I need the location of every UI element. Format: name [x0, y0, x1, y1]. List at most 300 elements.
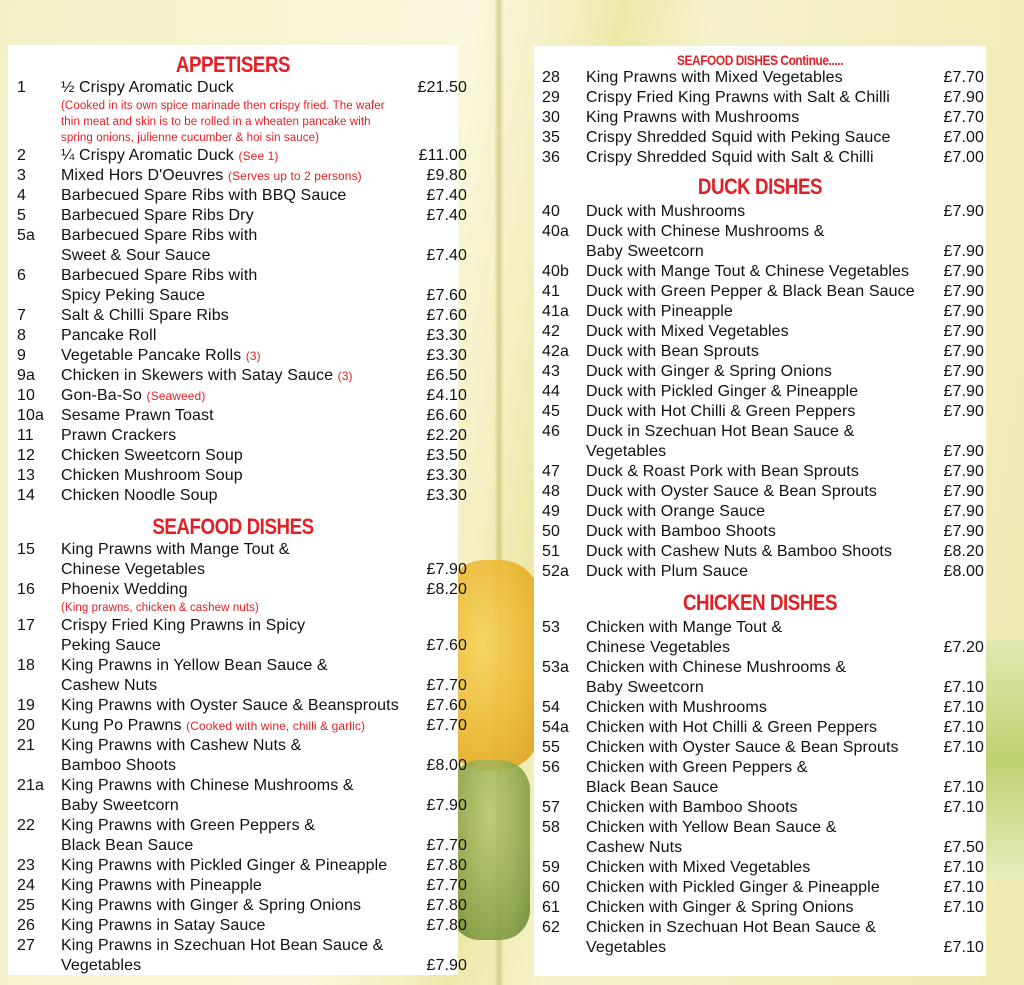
item-name-line — [586, 402, 939, 422]
item-price: £7.70 — [426, 717, 467, 734]
item-price: £7.90 — [943, 363, 984, 380]
menu-item — [534, 362, 986, 382]
menu-item — [534, 202, 986, 222]
item-name: King Prawns in Satay Sauce — [61, 917, 266, 934]
item-price: £7.80 — [426, 897, 467, 914]
item-number: 41a — [542, 303, 569, 320]
item-name-block — [61, 916, 404, 936]
item-name-block — [61, 166, 404, 186]
item-name: Chicken with Yellow Bean Sauce & — [586, 819, 837, 836]
item-name-line — [61, 716, 404, 736]
item-name-block — [61, 186, 404, 206]
menu-item — [8, 540, 467, 580]
menu-item — [8, 426, 467, 446]
item-name: Chicken in Skewers with Satay Sauce — [61, 367, 334, 384]
item-name-line — [61, 146, 404, 166]
item-name: Chicken with Mushrooms — [586, 699, 767, 716]
item-name-block — [586, 362, 939, 382]
item-name-line — [586, 502, 939, 522]
item-price: £7.90 — [943, 443, 984, 460]
item-name: King Prawns with Pineapple — [61, 877, 262, 894]
item-name-block — [586, 222, 939, 262]
item-name-block — [61, 616, 404, 656]
item-price: £6.50 — [426, 367, 467, 384]
item-name: Salt & Chilli Spare Ribs — [61, 307, 229, 324]
item-note: (Serves up to 2 persons) — [227, 169, 362, 183]
item-number: 10 — [17, 387, 35, 404]
item-price: £7.90 — [943, 343, 984, 360]
item-name-block — [586, 462, 939, 482]
seafood-continued-list — [534, 68, 986, 168]
item-name-line — [61, 696, 404, 716]
item-number: 13 — [17, 467, 35, 484]
item-name-line — [61, 486, 404, 506]
item-name: Duck with Mange Tout & Chinese Vegetables — [586, 263, 910, 280]
item-description: (Cooked in its own spice marinade then crispy fried. The wafer thin meat and skin is to be rolled in a wheaten pancake with spring onions, julienne cucumber & hoi sin sauce) — [61, 100, 385, 144]
item-name-line — [586, 128, 939, 148]
item-name: Crispy Fried King Prawns with Salt & Chilli — [586, 89, 890, 106]
menu-item — [534, 422, 986, 462]
item-name-block — [61, 936, 404, 976]
item-number: 54a — [542, 719, 569, 736]
item-name: Duck with Green Pepper & Black Bean Sauce — [586, 283, 915, 300]
item-name: Chicken with Mixed Vegetables — [586, 859, 811, 876]
item-name: King Prawns with Chinese Mushrooms & — [61, 777, 354, 794]
item-name-block — [586, 68, 939, 88]
item-name-block — [61, 78, 404, 146]
menu-item — [8, 486, 467, 506]
item-name-line — [586, 858, 939, 878]
item-price: £7.40 — [426, 247, 467, 264]
item-number: 7 — [17, 307, 26, 324]
item-number: 4 — [17, 187, 26, 204]
item-name-line — [586, 542, 939, 562]
item-name-block — [61, 580, 404, 616]
item-name: Duck in Szechuan Hot Bean Sauce & — [586, 423, 855, 440]
menu-item — [534, 522, 986, 542]
menu-item — [8, 166, 467, 186]
menu-item — [8, 346, 467, 366]
item-price: £7.10 — [943, 859, 984, 876]
item-number: 23 — [17, 857, 35, 874]
item-name-line — [586, 698, 939, 718]
item-number: 40 — [542, 203, 560, 220]
item-price: £7.70 — [943, 109, 984, 126]
item-number: 47 — [542, 463, 560, 480]
item-number: 10a — [17, 407, 44, 424]
item-name: Duck with Pickled Ginger & Pineapple — [586, 383, 859, 400]
item-number: 26 — [17, 917, 35, 934]
menu-item — [534, 302, 986, 322]
item-name-continued: Black Bean Sauce — [586, 779, 719, 796]
item-name-block — [586, 858, 939, 878]
item-price: £7.90 — [943, 383, 984, 400]
item-price: £2.20 — [426, 427, 467, 444]
item-name-continued: Chinese Vegetables — [586, 639, 731, 656]
item-number: 41 — [542, 283, 560, 300]
item-name-block — [61, 406, 404, 426]
item-name-block — [61, 816, 404, 856]
item-price: £7.10 — [943, 939, 984, 956]
menu-item — [8, 266, 467, 306]
item-name-continued: Baby Sweetcorn — [586, 679, 704, 696]
item-name-line — [61, 856, 404, 876]
item-number: 25 — [17, 897, 35, 914]
item-name-block — [61, 876, 404, 896]
item-number: 22 — [17, 817, 35, 834]
item-number: 9 — [17, 347, 26, 364]
item-name-line — [61, 406, 404, 426]
item-number: 29 — [542, 89, 560, 106]
item-name-line — [61, 206, 404, 226]
item-name-line — [586, 658, 939, 678]
item-name-line — [586, 482, 939, 502]
item-name-block — [586, 382, 939, 402]
item-name: Duck with Oyster Sauce & Bean Sprouts — [586, 483, 877, 500]
item-price: £7.00 — [943, 149, 984, 166]
item-name-block — [61, 736, 404, 776]
item-price: £7.90 — [943, 523, 984, 540]
item-number: 19 — [17, 697, 35, 714]
item-name-continued: Vegetables — [61, 957, 142, 974]
item-name-line — [61, 266, 404, 286]
item-number: 51 — [542, 543, 560, 560]
menu-item — [534, 502, 986, 522]
item-name: Pancake Roll — [61, 327, 157, 344]
item-name: Crispy Fried King Prawns in Spicy — [61, 617, 306, 634]
item-name-line — [61, 816, 404, 836]
duck-title: DUCK DISHES — [697, 174, 823, 199]
item-number: 1 — [17, 79, 26, 96]
item-name: King Prawns with Green Peppers & — [61, 817, 315, 834]
item-name-block — [586, 482, 939, 502]
item-price: £7.60 — [426, 697, 467, 714]
item-name-line — [61, 916, 404, 936]
item-price: £7.60 — [426, 637, 467, 654]
item-name-continued: Peking Sauce — [61, 637, 161, 654]
menu-item — [8, 406, 467, 426]
item-price: £7.10 — [943, 719, 984, 736]
item-name-block — [61, 896, 404, 916]
item-number: 18 — [17, 657, 35, 674]
item-name-block — [586, 108, 939, 128]
item-name: Chicken Sweetcorn Soup — [61, 447, 243, 464]
item-name: Barbecued Spare Ribs with — [61, 227, 258, 244]
menu-item — [8, 78, 467, 146]
menu-item — [534, 562, 986, 582]
item-price: £11.00 — [418, 147, 467, 164]
item-name-line — [61, 580, 404, 600]
item-name: Duck with Mixed Vegetables — [586, 323, 789, 340]
item-name: King Prawns in Yellow Bean Sauce & — [61, 657, 328, 674]
item-price: £7.40 — [426, 187, 467, 204]
item-name: King Prawns with Mange Tout & — [61, 541, 290, 558]
item-number: 24 — [17, 877, 35, 894]
item-name: Duck with Chinese Mushrooms & — [586, 223, 825, 240]
item-name-line — [586, 898, 939, 918]
item-price: £7.90 — [943, 403, 984, 420]
menu-item — [534, 128, 986, 148]
item-name-block — [586, 878, 939, 898]
item-name-block — [586, 918, 939, 958]
menu-item — [534, 262, 986, 282]
item-name-block — [586, 282, 939, 302]
item-price: £7.70 — [426, 837, 467, 854]
item-number: 5 — [17, 207, 26, 224]
item-name-block — [61, 486, 404, 506]
item-number: 43 — [542, 363, 560, 380]
item-name: Crispy Shredded Squid with Salt & Chilli — [586, 149, 874, 166]
menu-item — [8, 580, 467, 616]
menu-item — [8, 616, 467, 656]
item-name-block — [61, 446, 404, 466]
item-price: £7.80 — [426, 857, 467, 874]
item-price: £7.10 — [943, 799, 984, 816]
menu-item — [534, 658, 986, 698]
item-name-block — [586, 262, 939, 282]
item-price: £7.90 — [426, 957, 467, 974]
item-price: £7.10 — [943, 899, 984, 916]
item-name: Duck with Mushrooms — [586, 203, 746, 220]
item-price: £7.90 — [943, 243, 984, 260]
item-name-block — [586, 342, 939, 362]
item-name-line — [586, 362, 939, 382]
item-note: (3) — [245, 349, 261, 363]
menu-item — [534, 618, 986, 658]
item-name: King Prawns with Oyster Sauce & Beansprouts — [61, 697, 399, 714]
item-name: Prawn Crackers — [61, 427, 177, 444]
item-name-line — [586, 382, 939, 402]
item-name: King Prawns with Ginger & Spring Onions — [61, 897, 362, 914]
item-price: £7.60 — [426, 307, 467, 324]
item-name: King Prawns with Pickled Ginger & Pineapple — [61, 857, 388, 874]
item-note: (See 1) — [238, 149, 279, 163]
menu-item — [8, 736, 467, 776]
item-price: £9.80 — [426, 167, 467, 184]
item-price: £7.90 — [943, 503, 984, 520]
menu-item — [534, 322, 986, 342]
menu-item — [534, 878, 986, 898]
item-number: 42a — [542, 343, 569, 360]
item-name-line — [586, 718, 939, 738]
item-name-line — [61, 876, 404, 896]
item-name: Kung Po Prawns — [61, 717, 182, 734]
item-price: £7.90 — [943, 263, 984, 280]
item-price: £7.10 — [943, 779, 984, 796]
item-price: £7.90 — [943, 283, 984, 300]
item-price: £7.70 — [426, 877, 467, 894]
menu-item — [8, 326, 467, 346]
menu-item — [534, 282, 986, 302]
item-name-block — [586, 302, 939, 322]
item-name-line — [61, 736, 404, 756]
item-name-block — [586, 202, 939, 222]
item-name-line — [586, 222, 939, 242]
item-price: £3.30 — [426, 347, 467, 364]
item-name-line — [61, 426, 404, 446]
item-name-line — [586, 462, 939, 482]
item-number: 54 — [542, 699, 560, 716]
item-number: 50 — [542, 523, 560, 540]
item-name-block — [61, 366, 404, 386]
item-number: 17 — [17, 617, 35, 634]
item-name-block — [586, 758, 939, 798]
item-price: £7.50 — [943, 839, 984, 856]
item-name-block — [61, 426, 404, 446]
item-name: Gon-Ba-So — [61, 387, 142, 404]
item-price: £8.00 — [426, 757, 467, 774]
item-name-block — [586, 402, 939, 422]
item-price: £3.30 — [426, 467, 467, 484]
menu-item — [534, 542, 986, 562]
item-price: £7.90 — [943, 303, 984, 320]
item-number: 21a — [17, 777, 44, 794]
menu-item — [8, 656, 467, 696]
item-name-line — [586, 302, 939, 322]
item-price: £7.90 — [943, 89, 984, 106]
menu-item — [8, 466, 467, 486]
item-name: Barbecued Spare Ribs Dry — [61, 207, 254, 224]
menu-item — [534, 382, 986, 402]
item-name-block — [586, 818, 939, 858]
menu-panel-right — [534, 46, 986, 976]
menu-item — [8, 896, 467, 916]
item-name-line — [586, 798, 939, 818]
item-number: 12 — [17, 447, 35, 464]
item-price: £7.90 — [426, 561, 467, 578]
item-name: Duck with Bean Sprouts — [586, 343, 759, 360]
item-number: 53a — [542, 659, 569, 676]
item-price: £7.40 — [426, 207, 467, 224]
menu-item — [534, 858, 986, 878]
item-name: Barbecued Spare Ribs with BBQ Sauce — [61, 187, 347, 204]
item-name: Duck with Cashew Nuts & Bamboo Shoots — [586, 543, 893, 560]
menu-item — [534, 718, 986, 738]
item-price: £8.00 — [943, 563, 984, 580]
item-number: 21 — [17, 737, 35, 754]
item-number: 60 — [542, 879, 560, 896]
item-name-line — [586, 148, 939, 168]
item-name-block — [586, 898, 939, 918]
menu-item — [8, 386, 467, 406]
item-number: 49 — [542, 503, 560, 520]
item-name: Duck with Pineapple — [586, 303, 733, 320]
item-name-line — [586, 282, 939, 302]
item-price: £21.50 — [417, 79, 467, 96]
item-name-block — [61, 696, 404, 716]
item-name-block — [61, 716, 404, 736]
menu-item — [534, 462, 986, 482]
item-name: Chicken with Hot Chilli & Green Peppers — [586, 719, 878, 736]
item-name-block — [61, 326, 404, 346]
item-price: £3.30 — [426, 487, 467, 504]
menu-item — [534, 148, 986, 168]
item-name: Chicken with Chinese Mushrooms & — [586, 659, 847, 676]
item-name-block — [61, 466, 404, 486]
item-number: 3 — [17, 167, 26, 184]
item-name: Duck with Hot Chilli & Green Peppers — [586, 403, 856, 420]
item-name-block — [586, 88, 939, 108]
item-name-line — [586, 738, 939, 758]
item-name-continued: Sweet & Sour Sauce — [61, 247, 211, 264]
item-name: Chicken Mushroom Soup — [61, 467, 243, 484]
item-number: 40a — [542, 223, 569, 240]
item-number: 14 — [17, 487, 35, 504]
item-name-line — [61, 326, 404, 346]
item-name-line — [586, 262, 939, 282]
item-name-block — [586, 148, 939, 168]
menu-item — [8, 146, 467, 166]
item-number: 5a — [17, 227, 35, 244]
item-name: Duck with Orange Sauce — [586, 503, 766, 520]
menu-item — [534, 798, 986, 818]
menu-item — [534, 898, 986, 918]
menu-item — [8, 856, 467, 876]
chicken-title: CHICKEN DISHES — [682, 590, 838, 615]
item-price: £7.10 — [943, 679, 984, 696]
menu-item — [8, 776, 467, 816]
item-name-line — [586, 818, 939, 838]
item-price: £7.10 — [943, 699, 984, 716]
item-name-continued: Baby Sweetcorn — [61, 797, 179, 814]
menu-item — [8, 936, 467, 976]
item-name-block — [61, 346, 404, 366]
item-name-block — [586, 618, 939, 658]
item-name-line — [61, 346, 404, 366]
menu-item — [8, 226, 467, 266]
item-name: Chicken with Pickled Ginger & Pineapple — [586, 879, 880, 896]
item-name-continued: Baby Sweetcorn — [586, 243, 704, 260]
item-name-line — [61, 616, 404, 636]
item-name-continued: Bamboo Shoots — [61, 757, 177, 774]
item-number: 9a — [17, 367, 35, 384]
item-price: £7.10 — [943, 879, 984, 896]
item-name-line — [586, 88, 939, 108]
item-price: £7.00 — [943, 129, 984, 146]
item-price: £7.10 — [943, 739, 984, 756]
item-name-continued: Spicy Peking Sauce — [61, 287, 206, 304]
menu-item — [8, 876, 467, 896]
item-name: King Prawns with Cashew Nuts & — [61, 737, 302, 754]
item-name-block — [586, 522, 939, 542]
item-number: 16 — [17, 581, 35, 598]
menu-item — [534, 698, 986, 718]
item-price: £7.20 — [943, 639, 984, 656]
item-name: Chicken with Ginger & Spring Onions — [586, 899, 854, 916]
menu-item — [8, 816, 467, 856]
item-number: 56 — [542, 759, 560, 776]
item-name-block — [61, 306, 404, 326]
item-number: 57 — [542, 799, 560, 816]
menu-item — [8, 306, 467, 326]
item-name-line — [61, 306, 404, 326]
item-name-line — [61, 366, 404, 386]
item-number: 35 — [542, 129, 560, 146]
item-name-line — [61, 226, 404, 246]
item-name: ¼ Crispy Aromatic Duck — [61, 147, 234, 164]
item-name-line — [586, 422, 939, 442]
item-number: 2 — [17, 147, 26, 164]
item-name-block — [586, 698, 939, 718]
item-name-block — [586, 542, 939, 562]
item-name-block — [586, 562, 939, 582]
item-name-line — [586, 878, 939, 898]
duck-list — [534, 202, 986, 582]
item-name: Chicken in Szechuan Hot Bean Sauce & — [586, 919, 876, 936]
chicken-list — [534, 618, 986, 958]
seafood-list — [8, 540, 467, 976]
item-name-continued: Chinese Vegetables — [61, 561, 206, 578]
